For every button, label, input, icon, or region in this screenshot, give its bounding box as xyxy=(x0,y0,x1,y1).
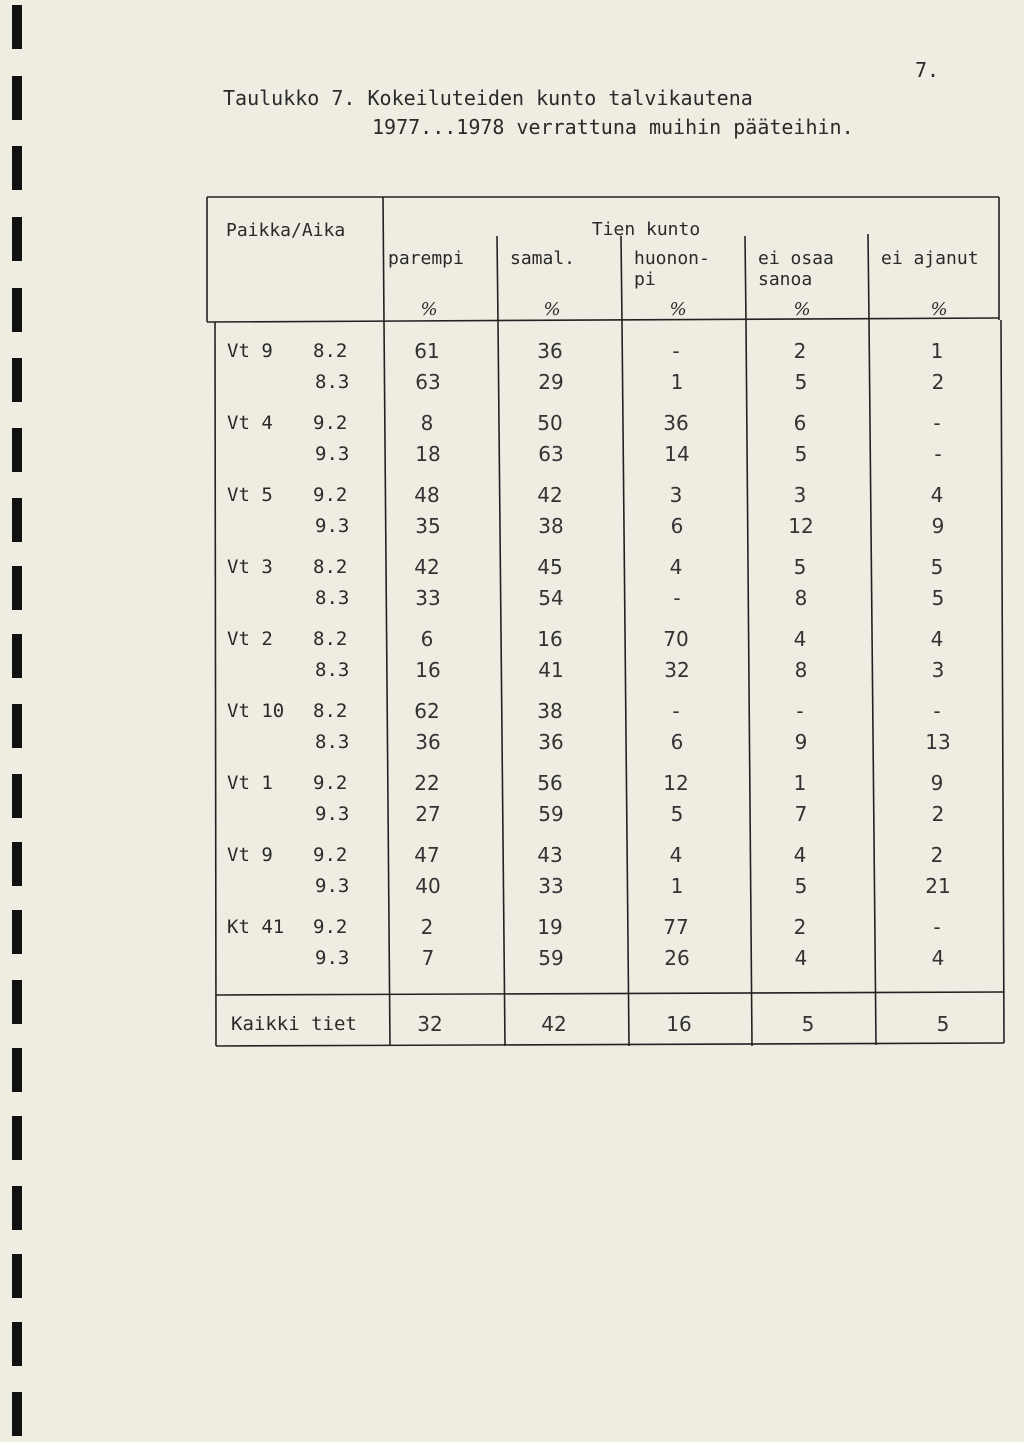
table-cell: 4 xyxy=(794,946,808,970)
row-place: Vt 4 xyxy=(227,412,273,434)
table-cell: 36 xyxy=(663,411,689,435)
column-header: ei osaa sanoa xyxy=(758,248,834,290)
place-time-header: Paikka/Aika xyxy=(226,220,346,241)
table-cell: 35 xyxy=(415,514,441,538)
table-cell: 50 xyxy=(537,411,563,435)
table-cell: - xyxy=(933,411,941,435)
table-cell: 33 xyxy=(538,874,564,898)
table-cell: 8 xyxy=(794,658,808,682)
table-cell: 32 xyxy=(664,658,690,682)
row-date: 9.3 xyxy=(315,515,350,537)
table-cell: 21 xyxy=(925,874,951,898)
table-cell: 4 xyxy=(930,627,944,651)
binder-hole xyxy=(12,1116,22,1160)
table-cell: 70 xyxy=(663,627,689,651)
binder-hole xyxy=(12,288,22,332)
table-cell: 4 xyxy=(930,483,944,507)
table-cell: 4 xyxy=(669,843,683,867)
table-cell: 22 xyxy=(414,771,440,795)
table-cell: 41 xyxy=(538,658,564,682)
row-place: Vt 10 xyxy=(227,700,285,722)
table-cell: 43 xyxy=(537,843,563,867)
binder-hole xyxy=(12,5,22,49)
row-place: Vt 5 xyxy=(227,484,273,506)
table-cell: - xyxy=(796,699,804,723)
table-cell: 40 xyxy=(415,874,441,898)
binder-hole xyxy=(12,358,22,402)
table-cell: 8 xyxy=(794,586,808,610)
road-condition-header: Tien kunto xyxy=(591,219,701,240)
table-cell: 5 xyxy=(670,802,684,826)
column-unit: % xyxy=(669,299,687,320)
table-cell: 47 xyxy=(414,843,440,867)
table-cell: 42 xyxy=(414,555,440,579)
table-cell: 45 xyxy=(537,555,563,579)
table-cell: 42 xyxy=(537,483,563,507)
binder-hole xyxy=(12,910,22,954)
table-cell: 38 xyxy=(537,699,563,723)
total-cell: 42 xyxy=(541,1012,567,1036)
row-place: Kt 41 xyxy=(227,916,285,938)
table-cell: 1 xyxy=(670,874,684,898)
table-cell: 2 xyxy=(793,915,807,939)
table-cell: 16 xyxy=(415,658,441,682)
table-cell: 63 xyxy=(415,370,441,394)
table-cell: 4 xyxy=(793,843,807,867)
total-cell: 16 xyxy=(666,1012,692,1036)
row-date: 8.3 xyxy=(315,371,350,393)
table-cell: 59 xyxy=(538,946,564,970)
table-cell: 18 xyxy=(415,442,441,466)
table-cell: 77 xyxy=(663,915,689,939)
table-cell: 8 xyxy=(420,411,434,435)
column-header: ei ajanut xyxy=(881,248,979,269)
binder-hole xyxy=(12,566,22,610)
column-unit: % xyxy=(793,299,811,320)
table-cell: 6 xyxy=(670,514,684,538)
table-cell: - xyxy=(672,339,680,363)
table-cell: 16 xyxy=(537,627,563,651)
page-number: 7. xyxy=(915,58,940,82)
row-date: 8.2 xyxy=(313,340,348,362)
row-date: 8.3 xyxy=(315,659,350,681)
column-header: samal. xyxy=(510,248,576,269)
row-date: 9.2 xyxy=(313,484,348,506)
table-cell: 36 xyxy=(537,339,563,363)
binder-hole xyxy=(12,634,22,678)
table-cell: 56 xyxy=(537,771,563,795)
table-cell: 5 xyxy=(794,370,808,394)
total-cell: 5 xyxy=(936,1012,950,1036)
total-cell: 5 xyxy=(801,1012,815,1036)
table-cell: 48 xyxy=(414,483,440,507)
row-date: 8.2 xyxy=(313,700,348,722)
table-cell: 38 xyxy=(538,514,564,538)
table-cell: 4 xyxy=(669,555,683,579)
table-cell: 1 xyxy=(670,370,684,394)
table-cell: 3 xyxy=(793,483,807,507)
table-cell: 27 xyxy=(415,802,441,826)
table-cell: 3 xyxy=(931,658,945,682)
column-unit: % xyxy=(930,299,948,320)
row-date: 8.2 xyxy=(313,556,348,578)
row-date: 9.2 xyxy=(313,844,348,866)
table-cell: 4 xyxy=(793,627,807,651)
total-cell: 32 xyxy=(417,1012,443,1036)
binder-hole xyxy=(12,428,22,472)
table-cell: 12 xyxy=(788,514,814,538)
table-cell: 2 xyxy=(420,915,434,939)
row-date: 9.3 xyxy=(315,947,350,969)
binder-hole xyxy=(12,498,22,542)
table-cell: 33 xyxy=(415,586,441,610)
row-date: 9.3 xyxy=(315,443,350,465)
table-caption-line-1: Taulukko 7. Kokeiluteiden kunto talvikautena xyxy=(223,86,753,110)
table-cell: 2 xyxy=(931,370,945,394)
row-date: 9.2 xyxy=(313,772,348,794)
binder-hole xyxy=(12,1322,22,1366)
column-header: parempi xyxy=(388,248,464,269)
table-caption-line-2: 1977...1978 verrattuna muihin pääteihin. xyxy=(372,115,854,139)
table-cell: 19 xyxy=(537,915,563,939)
row-date: 8.3 xyxy=(315,731,350,753)
table-cell: 7 xyxy=(421,946,435,970)
table-cell: - xyxy=(934,442,942,466)
row-date: 8.3 xyxy=(315,587,350,609)
row-place: Vt 1 xyxy=(227,772,273,794)
binder-hole xyxy=(12,1048,22,1092)
row-date: 9.2 xyxy=(313,916,348,938)
binder-hole xyxy=(12,980,22,1024)
binder-hole xyxy=(12,1254,22,1298)
row-place: Vt 3 xyxy=(227,556,273,578)
table-cell: 6 xyxy=(793,411,807,435)
table-cell: 61 xyxy=(414,339,440,363)
table-cell: 36 xyxy=(415,730,441,754)
table-cell: 5 xyxy=(931,586,945,610)
table-cell: 63 xyxy=(538,442,564,466)
table-cell: 1 xyxy=(930,339,944,363)
binder-hole xyxy=(12,1186,22,1230)
table-cell: 5 xyxy=(794,442,808,466)
table-cell: - xyxy=(672,699,680,723)
table-cell: 62 xyxy=(414,699,440,723)
table-cell: 6 xyxy=(670,730,684,754)
table-cell: 9 xyxy=(930,771,944,795)
table-cell: 9 xyxy=(794,730,808,754)
table-cell: 59 xyxy=(538,802,564,826)
table-cell: 1 xyxy=(793,771,807,795)
table-cell: 29 xyxy=(538,370,564,394)
binder-hole xyxy=(12,76,22,120)
table-cell: 2 xyxy=(793,339,807,363)
table-cell: 36 xyxy=(538,730,564,754)
table-cell: 5 xyxy=(794,874,808,898)
table-cell: 9 xyxy=(931,514,945,538)
column-header: huonon- pi xyxy=(634,248,710,290)
table-cell: 14 xyxy=(664,442,690,466)
column-unit: % xyxy=(420,299,438,320)
table-cell: - xyxy=(933,699,941,723)
row-place: Vt 9 xyxy=(227,340,273,362)
table-cell: 13 xyxy=(925,730,951,754)
binder-hole xyxy=(12,842,22,886)
table-cell: 2 xyxy=(930,843,944,867)
column-unit: % xyxy=(543,299,561,320)
row-date: 9.3 xyxy=(315,803,350,825)
binder-hole xyxy=(12,217,22,261)
table-cell: 12 xyxy=(663,771,689,795)
binder-hole xyxy=(12,146,22,190)
table-cell: 5 xyxy=(930,555,944,579)
table-cell: 54 xyxy=(538,586,564,610)
binder-hole xyxy=(12,774,22,818)
row-date: 9.2 xyxy=(313,412,348,434)
table-cell: 2 xyxy=(931,802,945,826)
row-date: 9.3 xyxy=(315,875,350,897)
total-label: Kaikki tiet xyxy=(231,1013,357,1035)
row-place: Vt 9 xyxy=(227,844,273,866)
table-cell: 3 xyxy=(669,483,683,507)
table-cell: - xyxy=(933,915,941,939)
table-cell: - xyxy=(673,586,681,610)
table-cell: 4 xyxy=(931,946,945,970)
table-cell: 26 xyxy=(664,946,690,970)
table-cell: 6 xyxy=(420,627,434,651)
row-place: Vt 2 xyxy=(227,628,273,650)
table-cell: 7 xyxy=(794,802,808,826)
binder-hole xyxy=(12,704,22,748)
table-cell: 5 xyxy=(793,555,807,579)
binder-holes xyxy=(10,0,26,1442)
row-date: 8.2 xyxy=(313,628,348,650)
binder-hole xyxy=(12,1392,22,1436)
